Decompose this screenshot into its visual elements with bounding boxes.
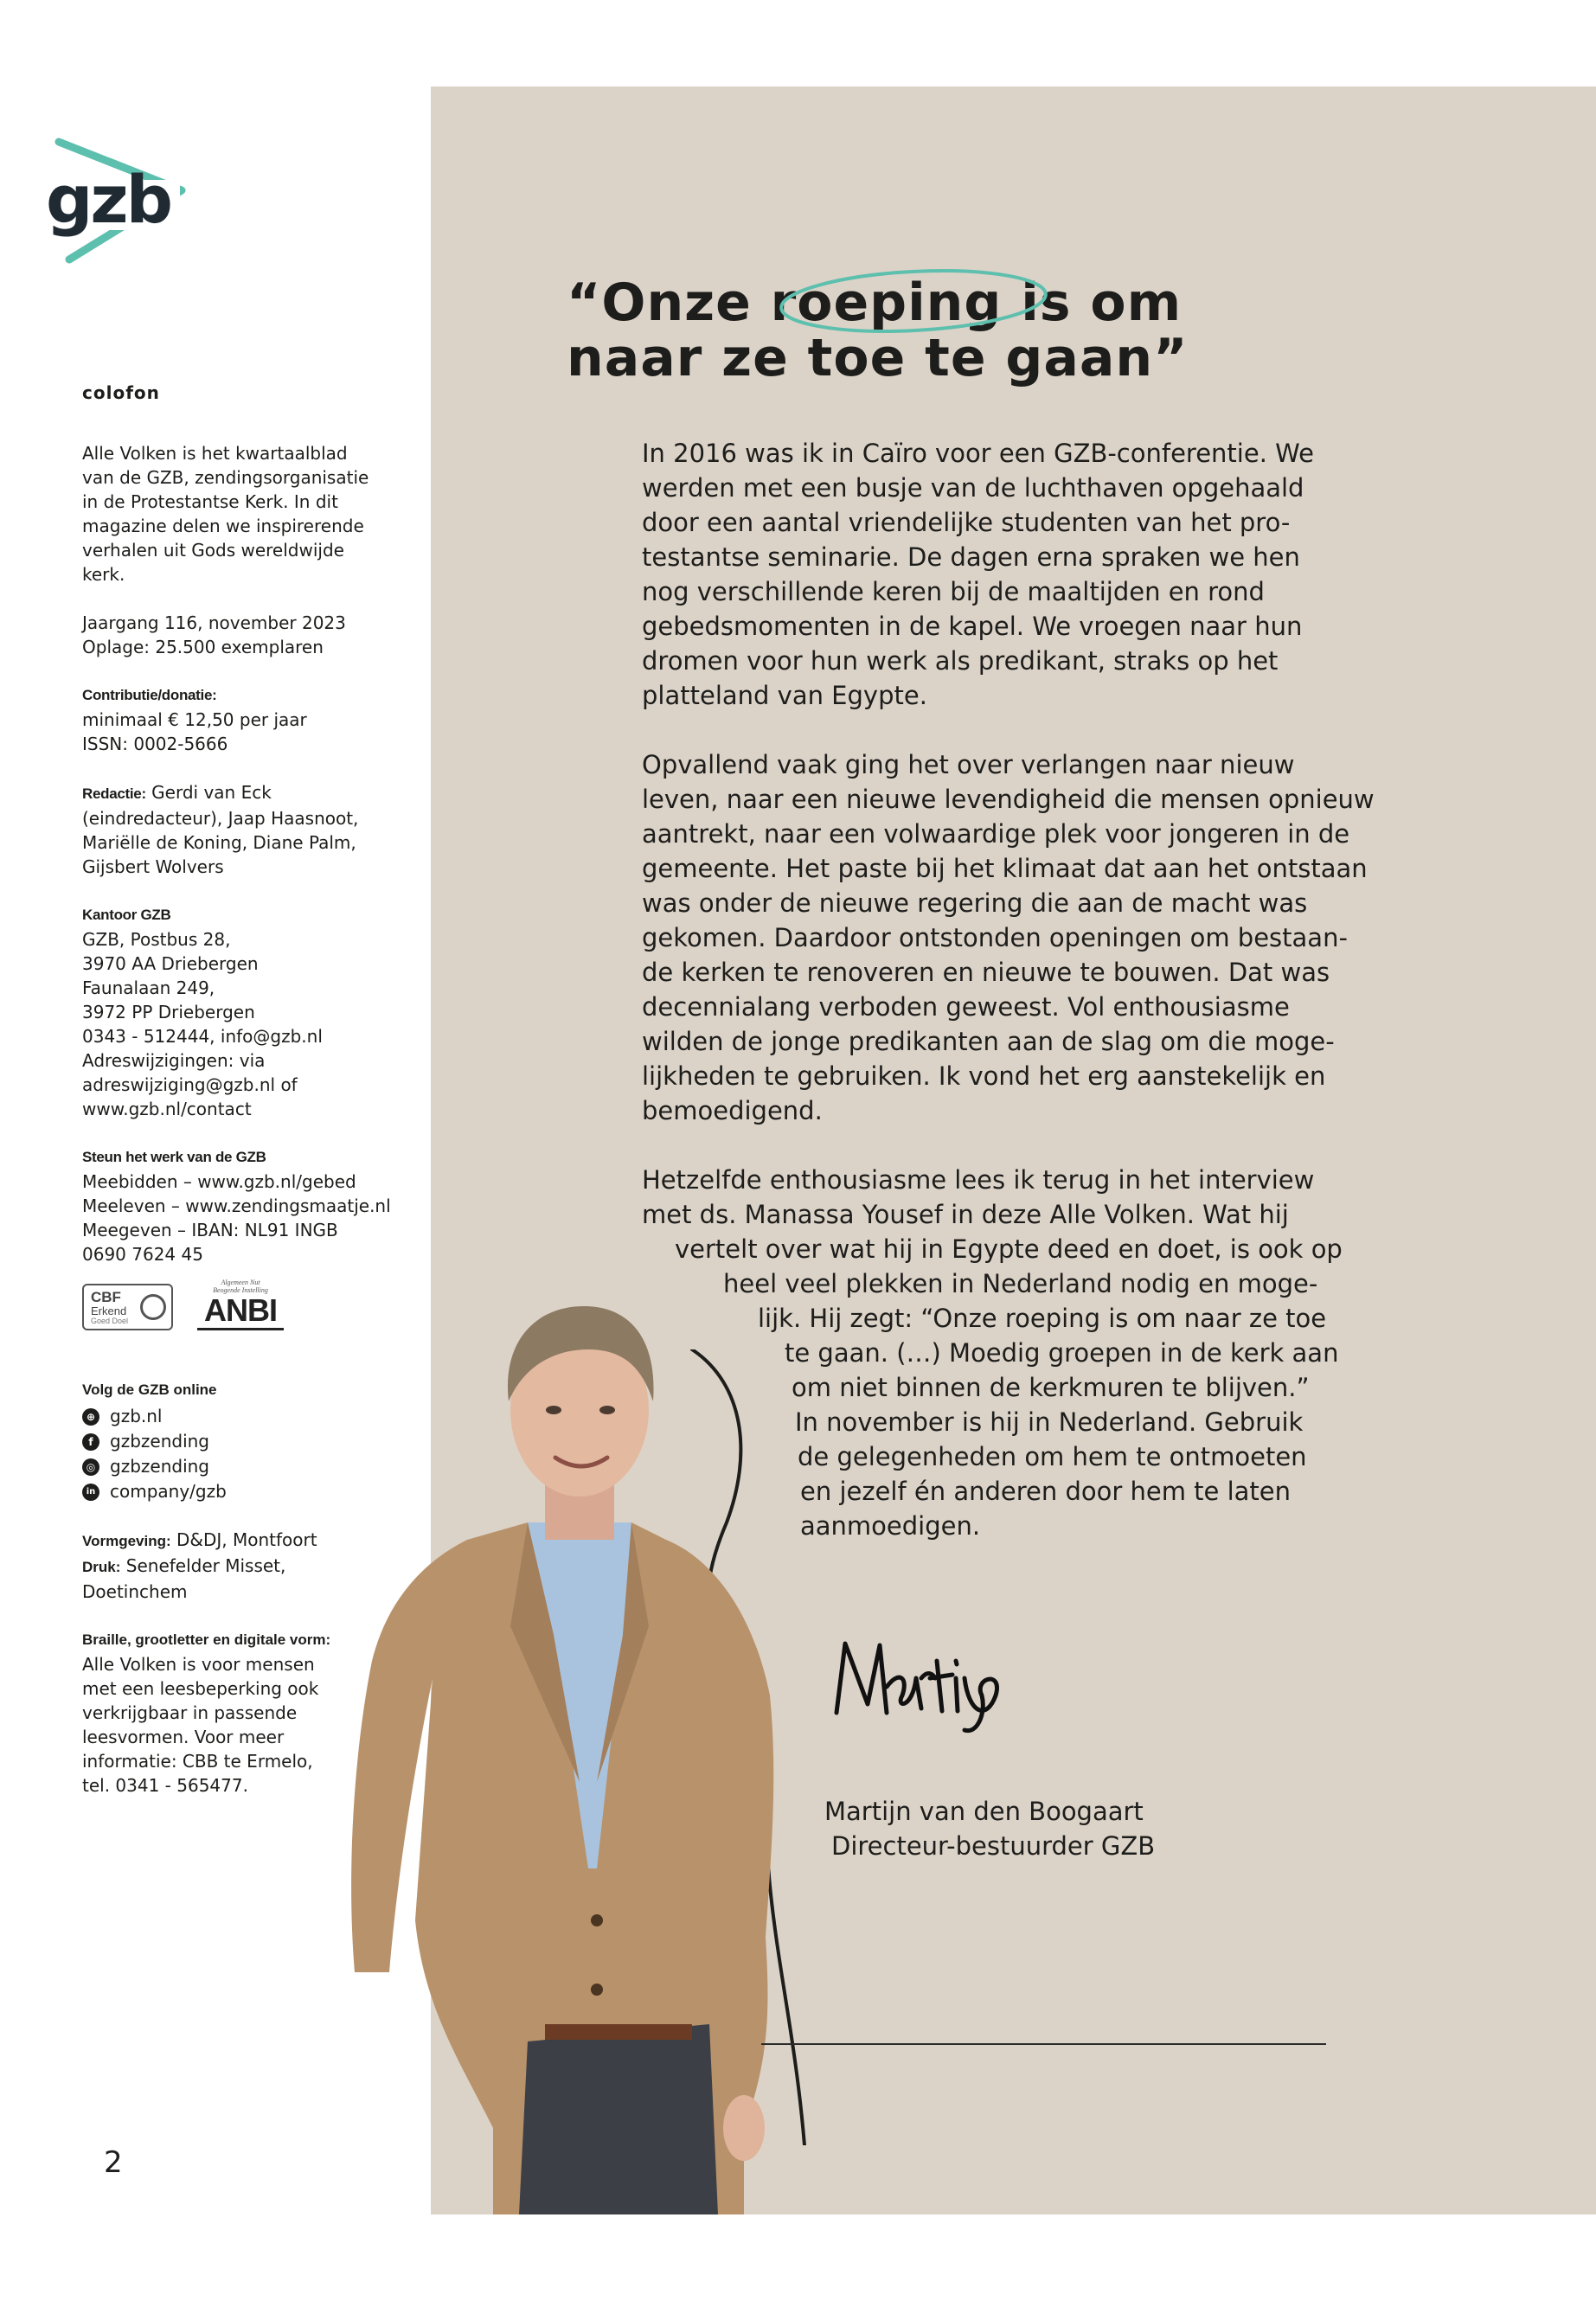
text-line: Adreswijzigingen: via bbox=[82, 1050, 266, 1071]
anbi-caption: Beogende Instelling bbox=[213, 1286, 268, 1294]
body-line: nog verschillende keren bij de maaltijden en rond bbox=[642, 577, 1265, 606]
section-label: Vormgeving: bbox=[82, 1533, 171, 1549]
paragraph-3 bbox=[642, 1163, 1375, 1543]
text-line: GZB, Postbus 28, bbox=[82, 929, 231, 950]
social-link-text[interactable]: gzbzending bbox=[110, 1456, 209, 1477]
signatory-role: Directeur-bestuurder GZB bbox=[831, 1831, 1156, 1861]
facebook-icon: f bbox=[82, 1433, 99, 1451]
body-line: gekomen. Daardoor ontstonden openingen om bestaan- bbox=[642, 923, 1348, 952]
social-link-text[interactable]: gzbzending bbox=[110, 1431, 209, 1452]
text-line: in de Protestantse Kerk. In dit bbox=[82, 491, 338, 512]
body-line: de gelegenheden om hem te ontmoeten bbox=[798, 1442, 1307, 1471]
body-line: gebedsmomenten in de kapel. We vroegen naar hun bbox=[642, 612, 1303, 641]
text-line: kerk. bbox=[82, 564, 125, 585]
signatory-name: Martijn van den Boogaart bbox=[824, 1797, 1144, 1826]
body-line: bemoedigend. bbox=[642, 1096, 823, 1125]
colofon-redactie bbox=[82, 780, 394, 879]
social-link-text[interactable]: gzb.nl bbox=[110, 1406, 163, 1426]
anbi-title: ANBI bbox=[204, 1292, 277, 1328]
social-link-text[interactable]: company/gzb bbox=[110, 1481, 227, 1502]
text-line: D&DJ, Montfoort bbox=[170, 1529, 317, 1550]
text-line: van de GZB, zendingsorganisatie bbox=[82, 467, 369, 488]
body-line: Opvallend vaak ging het over verlangen naar nieuw bbox=[642, 750, 1295, 779]
highlight-oval bbox=[776, 265, 1051, 337]
section-label: Kantoor GZB bbox=[82, 907, 171, 923]
certification-badges bbox=[82, 1279, 290, 1339]
body-line: aantrekt, naar een volwaardige plek voor jongeren in de bbox=[642, 819, 1350, 849]
body-line: Hetzelfde enthousiasme lees ik terug in het interview bbox=[642, 1165, 1315, 1195]
eye-icon bbox=[140, 1294, 166, 1320]
text-line: www.gzb.nl/contact bbox=[82, 1099, 252, 1119]
body-line: leven, naar een nieuwe levendigheid die mensen opnieuw bbox=[642, 785, 1375, 814]
colofon-edition bbox=[82, 611, 394, 659]
body-line: door een aantal vriendelijke studenten van het pro- bbox=[642, 508, 1291, 537]
colofon-steun bbox=[82, 1145, 394, 1266]
divider-line bbox=[761, 2043, 1326, 2045]
text-line: Faunalaan 249, bbox=[82, 977, 215, 998]
text-line: (eindredacteur), Jaap Haasnoot, bbox=[82, 808, 359, 829]
text-line: Alle Volken is het kwartaalblad bbox=[82, 443, 348, 464]
colofon bbox=[82, 381, 394, 1291]
text-line: leesvormen. Voor meer bbox=[82, 1727, 285, 1747]
text-line: Meegeven – IBAN: NL91 INGB bbox=[82, 1220, 338, 1240]
body-line: gemeente. Het paste bij het klimaat dat aan het ontstaan bbox=[642, 854, 1368, 883]
text-line: Mariëlle de Koning, Diane Palm, bbox=[82, 832, 356, 853]
body-line: In 2016 was ik in Caïro voor een GZB-conferentie. We bbox=[642, 439, 1314, 468]
text-line: Senefelder Misset, bbox=[120, 1555, 286, 1576]
section-label: Braille, grootletter en digitale vorm: bbox=[82, 1631, 331, 1648]
cbf-title: CBF bbox=[91, 1289, 121, 1305]
text-line: 0343 - 512444, info@gzb.nl bbox=[82, 1026, 323, 1047]
text-line: minimaal € 12,50 per jaar bbox=[82, 709, 307, 730]
text-line: 0690 7624 45 bbox=[82, 1244, 203, 1265]
logo-text: gzb bbox=[46, 161, 171, 238]
section-label: Steun het werk van de GZB bbox=[82, 1149, 266, 1165]
text-line: adreswijziging@gzb.nl of bbox=[82, 1074, 298, 1095]
instagram-icon: ◎ bbox=[82, 1458, 99, 1476]
text-line: 3972 PP Driebergen bbox=[82, 1002, 255, 1022]
body-line: werden met een busje van de luchthaven opgehaald bbox=[642, 473, 1304, 503]
text-line: Gijsbert Wolvers bbox=[82, 856, 224, 877]
cbf-badge bbox=[82, 1284, 173, 1330]
text-line: verhalen uit Gods wereldwijde bbox=[82, 540, 344, 561]
text-line: magazine delen we inspirerende bbox=[82, 516, 364, 536]
text-line: Gerdi van Eck bbox=[145, 782, 272, 803]
text-line: 3970 AA Driebergen bbox=[82, 953, 259, 974]
text-line: Jaargang 116, november 2023 bbox=[82, 612, 346, 633]
body-line: lijk. Hij zegt: “Onze roeping is om naar ze toe bbox=[758, 1304, 1327, 1333]
section-label: Contributie/donatie: bbox=[82, 687, 217, 703]
anbi-underline bbox=[197, 1328, 284, 1330]
body-line: wilden de jonge predikanten aan de slag om die moge- bbox=[642, 1027, 1335, 1056]
text-line: Meebidden – www.gzb.nl/gebed bbox=[82, 1171, 356, 1192]
anbi-badge bbox=[197, 1279, 284, 1339]
editorial-body bbox=[642, 436, 1375, 1543]
text-line: tel. 0341 - 565477. bbox=[82, 1775, 248, 1796]
body-line: testantse seminarie. De dagen erna spraken we hen bbox=[642, 542, 1300, 572]
body-line: te gaan. (…) Moedig groepen in de kerk aan bbox=[785, 1338, 1339, 1368]
body-line: aanmoedigen. bbox=[800, 1511, 981, 1541]
body-line: de kerken te renoveren en nieuwe te bouwen. Dat was bbox=[642, 958, 1330, 987]
text-line: met een leesbeperking ook bbox=[82, 1678, 319, 1699]
headline-line: naar ze toe te gaan” bbox=[567, 328, 1189, 388]
body-line: vertelt over wat hij in Egypte deed en doet, is ook op bbox=[675, 1234, 1343, 1264]
text-line: Meeleven – www.zendingsmaatje.nl bbox=[82, 1195, 391, 1216]
body-line: met ds. Manassa Yousef in deze Alle Volken. Wat hij bbox=[642, 1200, 1289, 1229]
section-label: Redactie: bbox=[82, 785, 146, 802]
globe-icon: ⊕ bbox=[82, 1408, 99, 1426]
text-line: ISSN: 0002-5666 bbox=[82, 734, 228, 754]
linkedin-icon: in bbox=[82, 1484, 99, 1501]
paragraph-2 bbox=[642, 747, 1375, 1128]
page-number: 2 bbox=[104, 2145, 123, 2180]
body-line: om niet binnen de kerkmuren te blijven.” bbox=[792, 1373, 1310, 1402]
body-line: In november is hij in Nederland. Gebruik bbox=[795, 1407, 1304, 1437]
body-line: en jezelf én anderen door hem te laten bbox=[800, 1477, 1292, 1506]
text-line: verkrijgbaar in passende bbox=[82, 1702, 298, 1723]
signature-graphic bbox=[826, 1626, 1016, 1739]
body-line: lijkheden te gebruiken. Ik vond het erg aanstekelijk en bbox=[642, 1061, 1326, 1091]
body-line: was onder de nieuwe regering die aan de macht was bbox=[642, 888, 1308, 918]
anbi-caption: Algemeen Nut bbox=[221, 1279, 260, 1286]
body-line: decennialang verboden geweest. Vol enthousiasme bbox=[642, 992, 1290, 1022]
colofon-title: colofon bbox=[82, 382, 160, 403]
cbf-caption: Goed Doel bbox=[91, 1317, 129, 1325]
body-line: heel veel plekken in Nederland nodig en moge- bbox=[723, 1269, 1318, 1298]
gzb-logo bbox=[43, 130, 199, 277]
cbf-subtitle: Erkend bbox=[91, 1304, 127, 1317]
colofon-kantoor bbox=[82, 903, 394, 1121]
section-label: Druk: bbox=[82, 1559, 121, 1575]
colofon-intro bbox=[82, 441, 394, 586]
paragraph-1 bbox=[642, 436, 1375, 713]
headline-line: “Onze roeping is om bbox=[567, 272, 1183, 333]
section-label: Volg de GZB online bbox=[82, 1381, 217, 1398]
body-line: dromen voor hun werk als predikant, straks op het bbox=[642, 646, 1279, 676]
text-line: informatie: CBB te Ermelo, bbox=[82, 1751, 313, 1772]
text-line: Doetinchem bbox=[82, 1581, 188, 1602]
body-line: platteland van Egypte. bbox=[642, 681, 927, 710]
signatory bbox=[824, 1794, 1155, 1863]
colofon-contributie bbox=[82, 683, 394, 756]
text-line: Alle Volken is voor mensen bbox=[82, 1654, 315, 1675]
text-line: Oplage: 25.500 exemplaren bbox=[82, 637, 324, 657]
